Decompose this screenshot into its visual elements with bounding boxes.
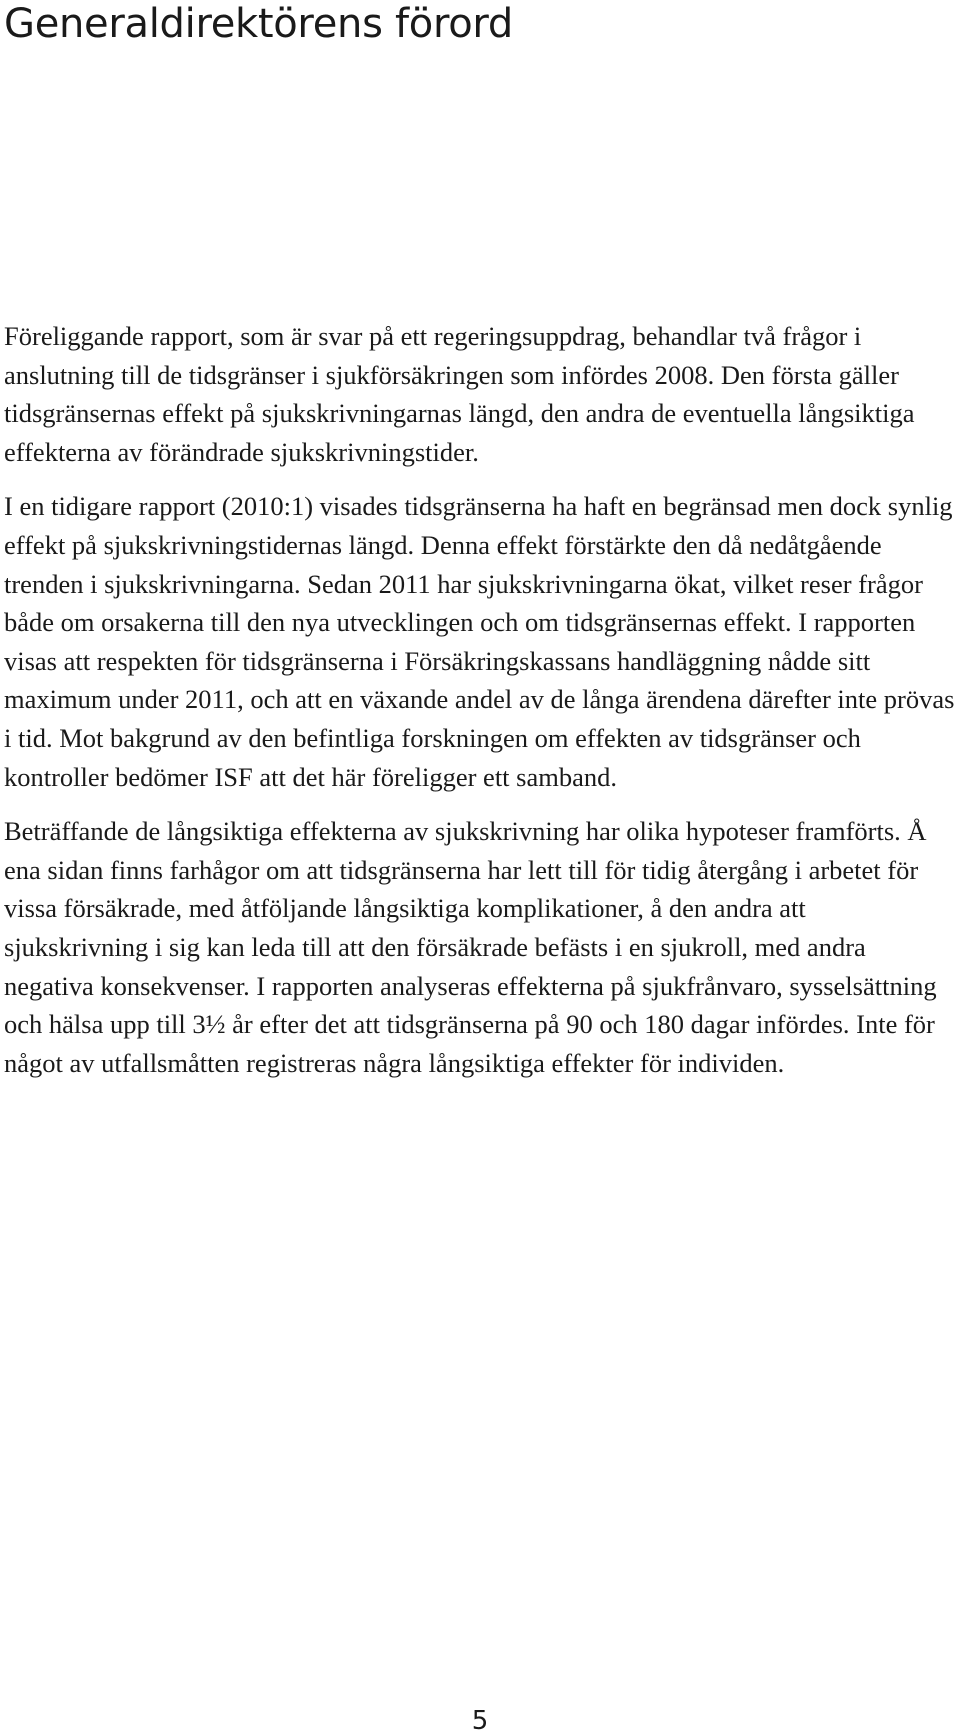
page-title: Generaldirektörens förord: [4, 1, 513, 47]
paragraph-2: I en tidigare rapport (2010:1) visades tidsgränserna ha haft en begränsad men dock synlig effekt på sjukskrivningstidernas längd. Denna effekt förstärkte den då nedåtgående trenden i sjukskrivningarna. Sedan 2011 har sjukskrivningarna ökat, vilket reser frågor både om orsakerna till den nya utvecklingen och om tidsgränsernas effekt. I rapporten visas att respekten för tidsgränserna i Försäkringskassans handläggning nådde sitt maximum under 2011, och att en växande andel av de långa ärendena därefter inte prövas i tid. Mot bakgrund av den befintliga forskningen om effekten av tidsgränser och kontroller bedömer ISF att det här föreligger ett samband.: [4, 491, 955, 792]
paragraph-3: Beträffande de långsiktiga effekterna av sjukskrivning har olika hypoteser framförts. Å ena sidan finns farhågor om att tidsgränserna har lett till för tidig återgång i arbetet för vissa försäkrade, med åtföljande långsiktiga komplikationer, å den andra att sjukskrivning i sig kan leda till att den försäkrade befästs i en sjukroll, med andra negativa konsekvenser. I rapporten analyseras effekterna på sjukfrånvaro, sysselsättning och hälsa upp till 3½ år efter det att tidsgränserna på 90 och 180 dagar infördes. Inte för något av utfallsmåtten registreras några långsiktiga effekter för individen.: [4, 816, 937, 1078]
page-number: 5: [471, 1706, 489, 1736]
body-text: [4, 317, 956, 1098]
paragraph-1: Föreliggande rapport, som är svar på ett regeringsuppdrag, behandlar två frågor i anslutning till de tidsgränser i sjukförsäkringen som infördes 2008. Den första gäller tidsgränsernas effekt på sjukskrivningarnas längd, den andra de eventuella långsiktiga effekterna av förändrade sjukskrivningstider.: [4, 321, 915, 467]
